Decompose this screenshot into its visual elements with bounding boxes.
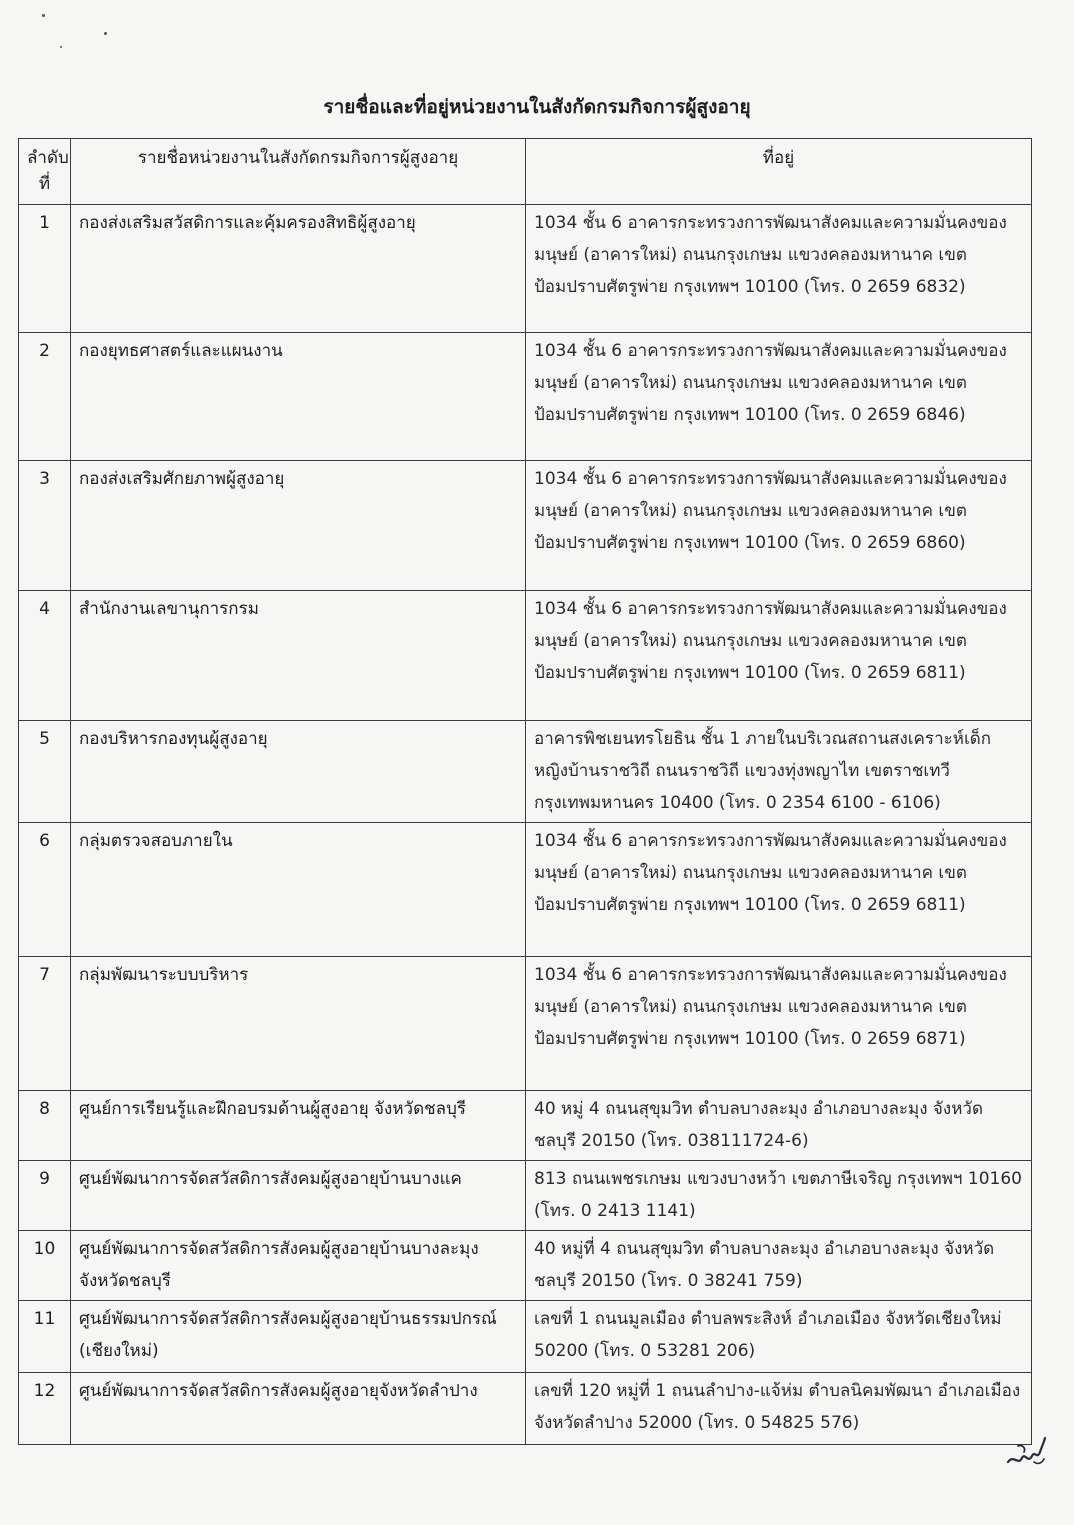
row-no: 8 xyxy=(19,1091,71,1161)
units-table xyxy=(18,138,1032,1445)
row-no: 3 xyxy=(19,461,71,591)
table-row xyxy=(19,721,1032,823)
row-name: กองส่งเสริมศักยภาพผู้สูงอายุ xyxy=(71,461,526,591)
table-row xyxy=(19,461,1032,591)
row-name: ศูนย์พัฒนาการจัดสวัสดิการสังคมผู้สูงอายุบ้านบางแค xyxy=(71,1161,526,1231)
row-no: 11 xyxy=(19,1301,71,1373)
table-row xyxy=(19,1373,1032,1445)
row-no: 2 xyxy=(19,333,71,461)
header-address: ที่อยู่ xyxy=(526,139,1032,205)
paper-speck xyxy=(60,46,62,48)
row-address: เลขที่ 1 ถนนมูลเมือง ตำบลพระสิงห์ อำเภอเมือง จังหวัดเชียงใหม่ 50200 (โทร. 0 53281 206) xyxy=(526,1301,1032,1373)
row-address: 40 หมู่ที่ 4 ถนนสุขุมวิท ตำบลบางละมุง อำเภอบางละมุง จังหวัดชลบุรี 20150 (โทร. 0 38241 759) xyxy=(526,1231,1032,1301)
table-row xyxy=(19,333,1032,461)
row-address: 1034 ชั้น 6 อาคารกระทรวงการพัฒนาสังคมและความมั่นคงของมนุษย์ (อาคารใหม่) ถนนกรุงเกษม แขวงคลองมหานาค เขตป้อมปราบศัตรูพ่าย กรุงเทพฯ 10100 (โทร. 0 2659 6871) xyxy=(526,957,1032,1091)
table-row xyxy=(19,205,1032,333)
row-no: 12 xyxy=(19,1373,71,1445)
table-row xyxy=(19,823,1032,957)
row-no: 10 xyxy=(19,1231,71,1301)
row-name: ศูนย์พัฒนาการจัดสวัสดิการสังคมผู้สูงอายุบ้านธรรมปกรณ์ (เชียงใหม่) xyxy=(71,1301,526,1373)
paper-speck xyxy=(42,14,45,17)
table-row xyxy=(19,1161,1032,1231)
table-row xyxy=(19,957,1032,1091)
row-no: 7 xyxy=(19,957,71,1091)
row-name: กองยุทธศาสตร์และแผนงาน xyxy=(71,333,526,461)
row-address: 1034 ชั้น 6 อาคารกระทรวงการพัฒนาสังคมและความมั่นคงของมนุษย์ (อาคารใหม่) ถนนกรุงเกษม แขวงคลองมหานาค เขตป้อมปราบศัตรูพ่าย กรุงเทพฯ 10100 (โทร. 0 2659 6860) xyxy=(526,461,1032,591)
paper-speck xyxy=(104,32,107,35)
row-address: อาคารพิชเยนทรโยธิน ชั้น 1 ภายในบริเวณสถานสงเคราะห์เด็กหญิงบ้านราชวิถี ถนนราชวิถี แขวงทุ่งพญาไท เขตราชเทวี กรุงเทพมหานคร 10400 (โทร. 0 2354 6100 - 6106) xyxy=(526,721,1032,823)
header-name: รายชื่อหน่วยงานในสังกัดกรมกิจการผู้สูงอายุ xyxy=(71,139,526,205)
handwritten-initials-icon xyxy=(1004,1432,1048,1476)
row-address: 813 ถนนเพชรเกษม แขวงบางหว้า เขตภาษีเจริญ กรุงเทพฯ 10160 (โทร. 0 2413 1141) xyxy=(526,1161,1032,1231)
row-name: กองส่งเสริมสวัสดิการและคุ้มครองสิทธิผู้สูงอายุ xyxy=(71,205,526,333)
row-no: 9 xyxy=(19,1161,71,1231)
row-name: สำนักงานเลขานุการกรม xyxy=(71,591,526,721)
row-name: กลุ่มพัฒนาระบบบริหาร xyxy=(71,957,526,1091)
header-no: ลำดับที่ xyxy=(19,139,71,205)
page-title: รายชื่อและที่อยู่หน่วยงานในสังกัดกรมกิจการผู้สูงอายุ xyxy=(323,96,751,118)
table-row xyxy=(19,1231,1032,1301)
table-row xyxy=(19,1301,1032,1373)
row-address: 1034 ชั้น 6 อาคารกระทรวงการพัฒนาสังคมและความมั่นคงของมนุษย์ (อาคารใหม่) ถนนกรุงเกษม แขวงคลองมหานาค เขตป้อมปราบศัตรูพ่าย กรุงเทพฯ 10100 (โทร. 0 2659 6832) xyxy=(526,205,1032,333)
row-address: 1034 ชั้น 6 อาคารกระทรวงการพัฒนาสังคมและความมั่นคงของมนุษย์ (อาคารใหม่) ถนนกรุงเกษม แขวงคลองมหานาค เขตป้อมปราบศัตรูพ่าย กรุงเทพฯ 10100 (โทร. 0 2659 6811) xyxy=(526,823,1032,957)
row-name: ศูนย์การเรียนรู้และฝึกอบรมด้านผู้สูงอายุ จังหวัดชลบุรี xyxy=(71,1091,526,1161)
row-name: กลุ่มตรวจสอบภายใน xyxy=(71,823,526,957)
row-address: 40 หมู่ 4 ถนนสุขุมวิท ตำบลบางละมุง อำเภอบางละมุง จังหวัดชลบุรี 20150 (โทร. 038111724-6) xyxy=(526,1091,1032,1161)
row-address: 1034 ชั้น 6 อาคารกระทรวงการพัฒนาสังคมและความมั่นคงของมนุษย์ (อาคารใหม่) ถนนกรุงเกษม แขวงคลองมหานาค เขตป้อมปราบศัตรูพ่าย กรุงเทพฯ 10100 (โทร. 0 2659 6811) xyxy=(526,591,1032,721)
row-address: เลขที่ 120 หมู่ที่ 1 ถนนลำปาง-แจ้ห่ม ตำบลนิคมพัฒนา อำเภอเมือง จังหวัดลำปาง 52000 (โทร. 0 54825 576) xyxy=(526,1373,1032,1445)
row-no: 1 xyxy=(19,205,71,333)
row-name: ศูนย์พัฒนาการจัดสวัสดิการสังคมผู้สูงอายุบ้านบางละมุง จังหวัดชลบุรี xyxy=(71,1231,526,1301)
table-header-row xyxy=(19,139,1032,205)
row-address: 1034 ชั้น 6 อาคารกระทรวงการพัฒนาสังคมและความมั่นคงของมนุษย์ (อาคารใหม่) ถนนกรุงเกษม แขวงคลองมหานาค เขตป้อมปราบศัตรูพ่าย กรุงเทพฯ 10100 (โทร. 0 2659 6846) xyxy=(526,333,1032,461)
row-no: 5 xyxy=(19,721,71,823)
table-row xyxy=(19,1091,1032,1161)
row-no: 6 xyxy=(19,823,71,957)
row-no: 4 xyxy=(19,591,71,721)
table-row xyxy=(19,591,1032,721)
row-name: ศูนย์พัฒนาการจัดสวัสดิการสังคมผู้สูงอายุจังหวัดลำปาง xyxy=(71,1373,526,1445)
row-name: กองบริหารกองทุนผู้สูงอายุ xyxy=(71,721,526,823)
